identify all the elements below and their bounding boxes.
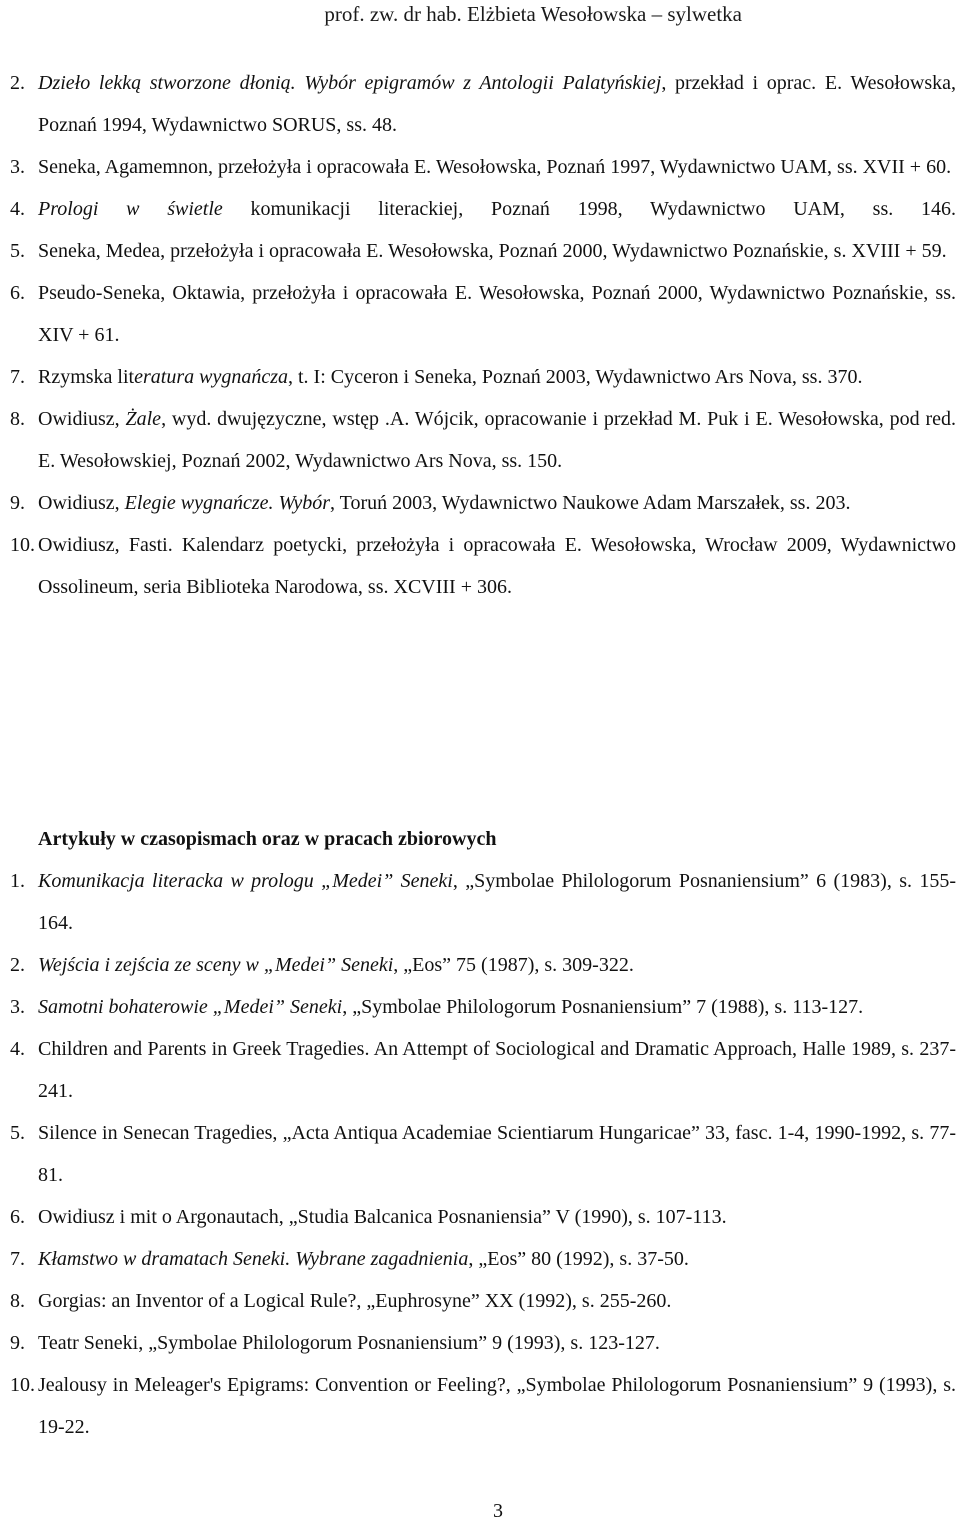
item-text bbox=[38, 1112, 956, 1196]
text-run: Seneka, Medea, przełożyła i opracowała E. Wesołowska, Poznań 2000, Wydawnictwo Poznańskie, s. XVIII + 59. bbox=[38, 240, 947, 262]
item-text bbox=[38, 272, 956, 356]
list-item bbox=[0, 230, 960, 272]
item-text bbox=[38, 1238, 956, 1280]
page-header: prof. zw. dr hab. Elżbieta Wesołowska – sylwetka bbox=[324, 2, 742, 26]
list-item bbox=[0, 986, 960, 1028]
item-number: 9. bbox=[10, 1332, 25, 1354]
list-item bbox=[0, 1364, 960, 1448]
articles-list bbox=[0, 860, 960, 1448]
item-text bbox=[38, 62, 956, 146]
item-number: 5. bbox=[10, 240, 25, 262]
item-text bbox=[38, 398, 956, 482]
list-item bbox=[0, 860, 960, 944]
item-number: 9. bbox=[10, 492, 25, 514]
item-number: 8. bbox=[10, 1290, 25, 1312]
item-number: 4. bbox=[10, 1038, 25, 1060]
item-text bbox=[38, 944, 956, 986]
list-item bbox=[0, 1322, 960, 1364]
item-text bbox=[38, 1322, 956, 1364]
text-run: , Toruń 2003, Wydawnictwo Naukowe Adam Marszałek, ss. 203. bbox=[330, 492, 851, 514]
item-number: 2. bbox=[10, 72, 25, 94]
list-item bbox=[0, 1028, 960, 1112]
item-number: 5. bbox=[10, 1122, 25, 1144]
books-list bbox=[0, 62, 960, 608]
item-text bbox=[38, 986, 956, 1028]
list-item bbox=[0, 188, 960, 230]
list-item bbox=[0, 272, 960, 356]
text-run: Pseudo-Seneka, Oktawia, przełożyła i opracowała E. Wesołowska, Poznań 2000, Wydawnictwo Poznańskie, ss. XIV + 61. bbox=[38, 282, 956, 346]
text-run: Children and Parents in Greek Tragedies. An Attempt of Sociological and Dramatic Approach, Halle 1989, s. 237-241. bbox=[38, 1038, 956, 1102]
list-item bbox=[0, 1280, 960, 1322]
item-number: 8. bbox=[10, 408, 25, 430]
item-number: 7. bbox=[10, 1248, 25, 1270]
list-item bbox=[0, 62, 960, 146]
text-run: Seneka, Agamemnon, przełożyła i opracowała E. Wesołowska, Poznań 1997, Wydawnictwo UAM, ss. XVII + 60. bbox=[38, 156, 952, 178]
item-number: 7. bbox=[10, 366, 25, 388]
italic-title: Prologi w świetle bbox=[38, 198, 223, 220]
list-item bbox=[0, 482, 960, 524]
text-run: , przekład i oprac. E. Wesołowska, Poznań 1994, Wydawnictwo SORUS, ss. 48. bbox=[38, 72, 956, 136]
list-item bbox=[0, 1196, 960, 1238]
item-number: 4. bbox=[10, 198, 25, 220]
list-item bbox=[0, 398, 960, 482]
item-number: 3. bbox=[10, 156, 25, 178]
item-number: 6. bbox=[10, 282, 25, 304]
text-run: , t. I: Cyceron i Seneka, Poznań 2003, Wydawnictwo Ars Nova, ss. 370. bbox=[288, 366, 863, 388]
item-number: 3. bbox=[10, 996, 25, 1018]
text-run: Gorgias: an Inventor of a Logical Rule?, „Euphrosyne” XX (1992), s. 255-260. bbox=[38, 1290, 672, 1312]
item-number: 10. bbox=[10, 534, 35, 556]
item-text bbox=[38, 356, 956, 398]
item-text bbox=[38, 1196, 956, 1238]
item-text bbox=[38, 860, 956, 944]
item-text bbox=[38, 1028, 956, 1112]
text-run: , „Eos” 80 (1992), s. 37-50. bbox=[468, 1248, 689, 1270]
text-run: Silence in Senecan Tragedies, „Acta Antiqua Academiae Scientiarum Hungaricae” 33, fasc. 1-4, 1990-1992, s. 77-81. bbox=[38, 1122, 956, 1186]
italic-title: Samotni bohaterowie „Medei” Seneki bbox=[38, 996, 343, 1018]
text-run: Owidiusz, bbox=[38, 492, 125, 514]
item-text bbox=[38, 1364, 956, 1448]
italic-title: Wejścia i zejścia ze sceny w „Medei” Seneki bbox=[38, 954, 394, 976]
list-item bbox=[0, 146, 960, 188]
text-run: , „Eos” 75 (1987), s. 309-322. bbox=[393, 954, 634, 976]
page-number: 3 bbox=[493, 1500, 503, 1522]
item-text bbox=[38, 230, 956, 272]
item-text bbox=[38, 1280, 956, 1322]
text-run: , wyd. dwujęzyczne, wstęp .A. Wójcik, opracowanie i przekład M. Puk i E. Wesołowska, pod red. E. Wesołowskiej, Poznań 2002, Wydawnictwo Ars Nova, ss. 150. bbox=[38, 408, 956, 472]
item-number: 10. bbox=[10, 1374, 35, 1396]
italic-title: Kłamstwo w dramatach Seneki. Wybrane zagadnienia bbox=[38, 1248, 469, 1270]
item-number: 1. bbox=[10, 870, 25, 892]
list-item bbox=[0, 524, 960, 608]
text-run: Owidiusz i mit o Argonautach, „Studia Balcanica Posnaniensia” V (1990), s. 107-113. bbox=[38, 1206, 727, 1228]
italic-title: Dzieło lekką stworzone dłonią. Wybór epigramów z Antologii Palatyńskiej bbox=[38, 72, 662, 94]
text-run: , „Symbolae Philologorum Posnaniensium” 7 (1988), s. 113-127. bbox=[342, 996, 864, 1018]
text-run: Owidiusz, bbox=[38, 408, 126, 430]
section-title: Artykuły w czasopismach oraz w pracach zbiorowych bbox=[38, 828, 497, 850]
italic-title: Elegie wygnańcze. Wybór bbox=[124, 492, 330, 514]
item-text bbox=[38, 188, 956, 230]
italic-title: eratura wygnańcza bbox=[134, 366, 288, 388]
list-item bbox=[0, 1238, 960, 1280]
list-item bbox=[0, 356, 960, 398]
text-run: , „Symbolae Philologorum Posnaniensium” 6 (1983), s. 155-164. bbox=[38, 870, 957, 934]
item-text bbox=[38, 524, 956, 608]
list-item bbox=[0, 1112, 960, 1196]
text-run: Jealousy in Meleager's Epigrams: Convention or Feeling?, „Symbolae Philologorum Posnaniensium” 9 (1993), s. 19-22. bbox=[38, 1374, 956, 1438]
text-run: Rzymska lit bbox=[38, 366, 135, 388]
item-text bbox=[38, 482, 956, 524]
italic-title: Żale bbox=[125, 408, 162, 430]
list-item bbox=[0, 944, 960, 986]
item-number: 6. bbox=[10, 1206, 25, 1228]
text-run: Teatr Seneki, „Symbolae Philologorum Posnaniensium” 9 (1993), s. 123-127. bbox=[38, 1332, 660, 1354]
text-run: komunikacji literackiej, Poznań 1998, Wydawnictwo UAM, ss. 146. bbox=[222, 198, 956, 220]
italic-title: Komunikacja literacka w prologu „Medei” Seneki bbox=[38, 870, 453, 892]
text-run: Owidiusz, Fasti. Kalendarz poetycki, przełożyła i opracowała E. Wesołowska, Wrocław 2009, Wydawnictwo Ossolineum, seria Biblioteka Narodowa, ss. XCVIII + 306. bbox=[38, 534, 956, 598]
item-text bbox=[38, 146, 956, 188]
item-number: 2. bbox=[10, 954, 25, 976]
